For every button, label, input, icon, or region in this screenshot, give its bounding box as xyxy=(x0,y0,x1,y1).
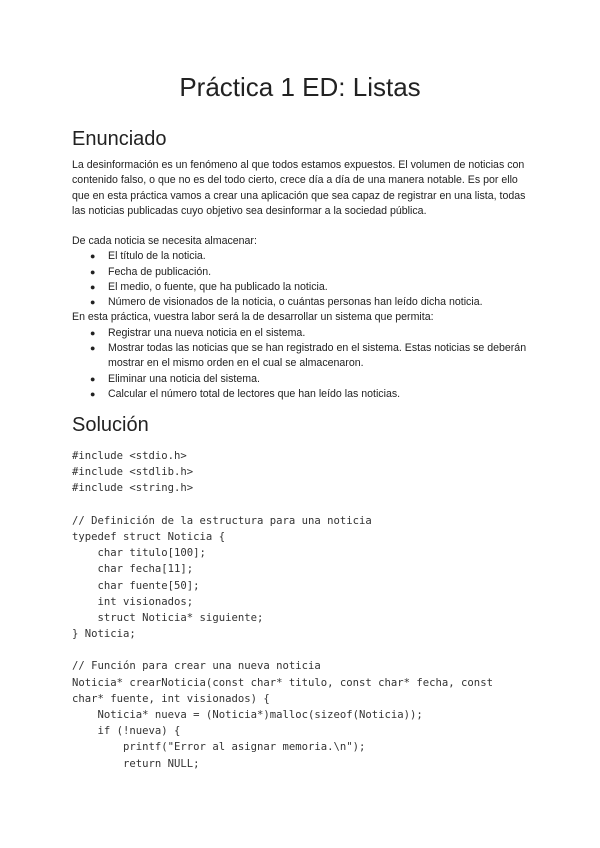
code-line xyxy=(72,497,532,513)
code-line: if (!nueva) { xyxy=(72,725,181,738)
code-line: // Definición de la estructura para una noticia xyxy=(72,514,372,527)
bullet-icon: ● xyxy=(90,266,96,277)
list-item: ● El medio, o fuente, que ha publicado la noticia. xyxy=(72,280,532,295)
bullet-icon: ● xyxy=(90,388,96,399)
code-line: return NULL; xyxy=(72,757,200,770)
list-item: ● Número de visionados de la noticia, o cuántas personas han leído dicha noticia. xyxy=(72,295,532,310)
task-label: En esta práctica, vuestra labor será la de desarrollar un sistema que permita: xyxy=(72,311,434,324)
enunciado-intro xyxy=(72,158,532,219)
code-line: typedef struct Noticia { xyxy=(72,530,226,543)
store-label: De cada noticia se necesita almacenar: xyxy=(72,235,257,247)
list-item: ● Fecha de publicación. xyxy=(72,265,532,280)
store-list xyxy=(72,249,532,310)
list-item: ● Calcular el número total de lectores que han leído las noticias. xyxy=(72,387,532,402)
code-line: int visionados; xyxy=(72,595,194,608)
code-line: struct Noticia* siguiente; xyxy=(72,611,264,624)
bullet-icon: ● xyxy=(90,297,96,308)
code-line: char* fuente, int visionados) { xyxy=(72,692,270,705)
code-line: Noticia* crearNoticia(const char* titulo, const char* fecha, const xyxy=(72,676,493,689)
code-line: Noticia* nueva = (Noticia*)malloc(sizeof(Noticia)); xyxy=(72,709,423,721)
bullet-icon: ● xyxy=(90,373,96,384)
code-line: char fuente[50]; xyxy=(72,579,200,592)
code-line: } Noticia; xyxy=(72,628,136,641)
task-list xyxy=(72,326,532,402)
list-item: ● Eliminar una noticia del sistema. xyxy=(72,372,532,387)
list-item: ● Mostrar todas las noticias que se han registrado en el sistema. Estas noticias se deberán mostrar en el mismo orden en el cual se almacenaron. xyxy=(90,342,527,370)
heading-enunciado: Enunciado xyxy=(72,128,167,150)
code-line: printf("Error al asignar memoria.\n"); xyxy=(72,741,366,754)
code-line: char fecha[11]; xyxy=(72,563,194,576)
document-title: Práctica 1 ED: Listas xyxy=(179,72,421,102)
list-item: ● Registrar una nueva noticia en el sistema. xyxy=(72,326,532,341)
bullet-icon: ● xyxy=(90,281,96,292)
bullet-icon: ● xyxy=(90,251,96,262)
bullet-icon: ● xyxy=(90,327,96,338)
code-line xyxy=(72,642,532,658)
list-item: ● El título de la noticia. xyxy=(72,249,532,264)
code-line: // Función para crear una nueva noticia xyxy=(72,660,321,673)
heading-solucion: Solución xyxy=(72,414,149,436)
store-section xyxy=(72,234,532,402)
code-line: char titulo[100]; xyxy=(72,547,206,560)
code-block xyxy=(72,448,532,772)
bullet-icon: ● xyxy=(90,343,96,354)
code-line: #include <stdio.h> xyxy=(72,450,187,462)
intro-paragraph: La desinformación es un fenómeno al que todos estamos expuestos. El volumen de noticias con contenido falso, o que no es del todo cierto, crece día a día de una manera notable. Es por ello que en esta práctica vamos a crear una aplicación que sea capaz de registrar en una lista, todas las noticias publicadas cuyo objetivo sea desinformar a la sociedad pública. xyxy=(72,159,526,217)
code-line: #include <stdlib.h> xyxy=(72,466,194,479)
code-line: #include <string.h> xyxy=(72,482,194,495)
